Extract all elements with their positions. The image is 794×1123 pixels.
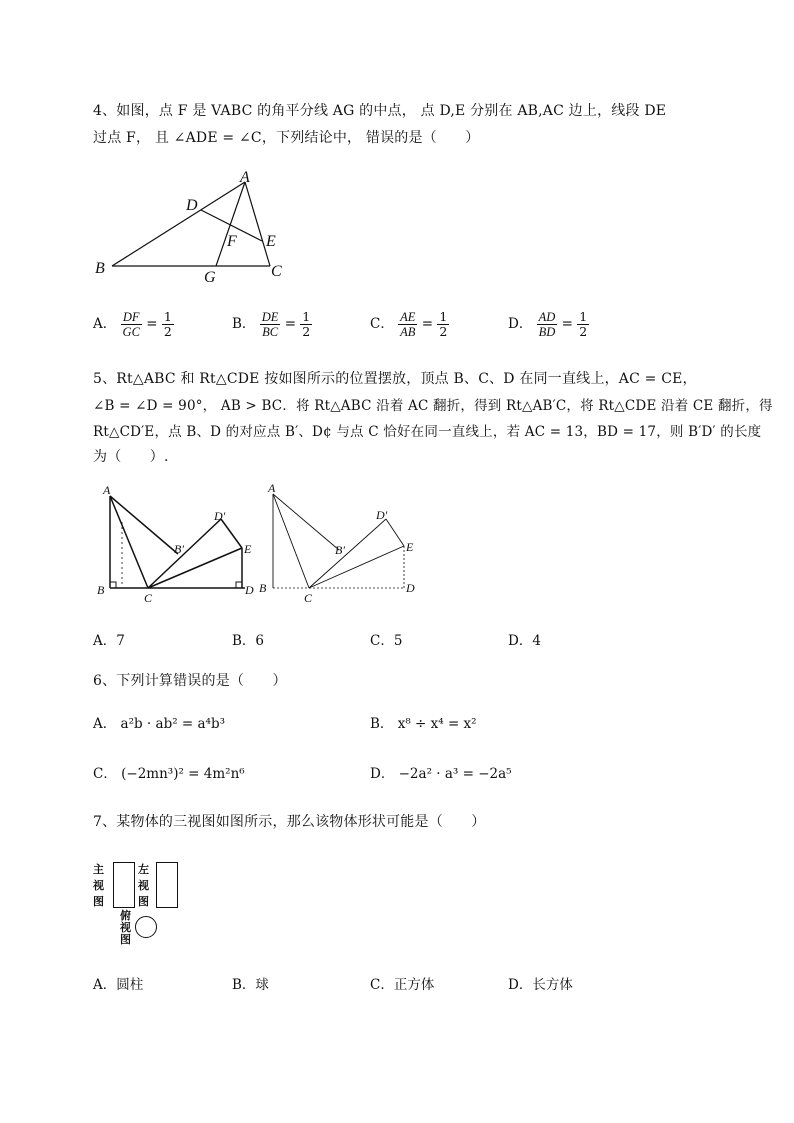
q5f1-side-ab-prime	[110, 496, 178, 554]
q4-label-f: F	[227, 233, 237, 250]
q4-line2: 过点 F， 且 ∠ADE = ∠C，下列结论中， 错误的是（ ）	[93, 130, 480, 146]
q5f1-right-angle-b	[110, 582, 116, 588]
q4-triangle-figure	[90, 165, 300, 290]
q5f1-side-ce	[148, 548, 242, 588]
q4-label-a: A	[240, 169, 250, 186]
q5-option-d[interactable]: D．4	[508, 633, 541, 649]
q5-option-a[interactable]: A．7	[93, 633, 125, 649]
q7-left-view-label: 左视图	[138, 863, 149, 908]
q4-option-c[interactable]: C． $\frac{AE}{AB}$ = $\frac{1}{2}$	[370, 309, 448, 339]
q7-three-views-figure	[93, 860, 183, 955]
q5f1-label-e: E	[244, 542, 252, 556]
q4-side-ab	[112, 182, 245, 266]
q4-line1: 4、如图，点 F 是 VABC 的角平分线 AG 的中点， 点 D,E 分别在 AB,AC 边上，线段 DE	[93, 103, 667, 119]
q4-label-b: B	[95, 260, 105, 277]
q4-side-ac	[245, 182, 270, 266]
q7-option-d[interactable]: D．长方体	[508, 977, 573, 993]
q5f1-line-cd-prime	[148, 519, 221, 588]
q4-label-d: D	[186, 197, 198, 214]
q6-option-c[interactable]: C． (−2mn³)² = 4m²n⁶	[93, 766, 245, 782]
q5-line2: ∠B = ∠D = 90°， AB > BC．将 Rt△ABC 沿着 AC 翻折，得到 Rt△AB′C，将 Rt△CDE 沿着 CE 翻折，得	[93, 398, 773, 414]
q5f2-label-b: B	[259, 581, 267, 595]
q5-line1: 5、Rt△ABC 和 Rt△CDE 按如图所示的位置摆放，顶点 B、C、D 在同一直线上，AC = CE，	[93, 371, 697, 387]
q4-option-b[interactable]: B． $\frac{DE}{BC}$ = $\frac{1}{2}$	[232, 309, 311, 339]
q6-option-d[interactable]: D． −2a² · a³ = −2a⁵	[370, 766, 512, 782]
q5f1-side-d-prime-e	[221, 519, 242, 548]
q7-top-view-label: 俯视图	[120, 909, 131, 946]
q4-label-e: E	[266, 233, 276, 250]
q5f1-label-c: C	[144, 591, 153, 605]
q7-top-view-circle	[135, 916, 157, 938]
q5f2-side-ce	[309, 546, 404, 588]
q5f1-label-d: D	[245, 583, 254, 597]
q7-option-c[interactable]: C．正方体	[370, 977, 435, 993]
q4-option-d[interactable]: D． $\frac{AD}{BD}$ = $\frac{1}{2}$	[508, 309, 588, 339]
q5f1-side-ac	[110, 496, 148, 588]
q5f1-label-d-prime: D′	[214, 509, 226, 523]
q7-option-b[interactable]: B．球	[232, 977, 269, 993]
q5f1-label-b: B	[97, 583, 105, 597]
q6-option-a[interactable]: A． a²b · ab² = a⁴b³	[93, 716, 226, 732]
q4-segment-ag	[216, 182, 245, 266]
q5f2-label-d-prime: D′	[376, 508, 388, 522]
q5-figure-right	[258, 480, 423, 605]
q6-title: 6、下列计算错误的是（ ）	[93, 673, 287, 689]
q7-option-a[interactable]: A．圆柱	[93, 977, 144, 993]
q5f2-label-a: A	[268, 481, 276, 495]
q5f2-label-c: C	[304, 591, 313, 605]
q5f2-side-ac	[273, 494, 309, 588]
q5-line4: 为（ ）.	[93, 449, 169, 465]
q7-title: 7、某物体的三视图如图所示，那么该物体形状可能是（ ）	[93, 814, 486, 830]
q5f1-label-a: A	[103, 483, 111, 497]
q5-option-c[interactable]: C．5	[370, 633, 403, 649]
q7-front-view-rect	[113, 862, 135, 908]
q5-option-b[interactable]: B．6	[232, 633, 265, 649]
q5f1-label-b-prime: B′	[174, 542, 184, 556]
q4-label-g: G	[204, 269, 216, 286]
q5f2-line-cd-prime	[309, 519, 386, 588]
q7-front-view-label: 主视图	[93, 863, 104, 908]
q5f1-right-angle-d	[236, 582, 242, 588]
q5f2-label-b-prime: B′	[335, 543, 345, 557]
q5-figure-left	[95, 482, 260, 607]
q6-option-b[interactable]: B． x⁸ ÷ x⁴ = x²	[370, 716, 477, 732]
q5f2-side-d-prime-e	[386, 519, 404, 546]
q7-left-view-rect	[156, 862, 178, 908]
q4-option-a[interactable]: A． $\frac{DF}{GC}$ = $\frac{1}{2}$	[93, 309, 172, 339]
q5f2-label-d: D	[406, 581, 415, 595]
q5f2-side-ab-prime	[273, 494, 339, 550]
q4-label-c: C	[271, 263, 282, 280]
q5-line3: Rt△CD′E，点 B、D 的对应点 B′、D¢ 与点 C 恰好在同一直线上，若 AC = 13，BD = 17，则 B′D′ 的长度	[93, 424, 762, 440]
q5f2-label-e: E	[406, 540, 414, 554]
